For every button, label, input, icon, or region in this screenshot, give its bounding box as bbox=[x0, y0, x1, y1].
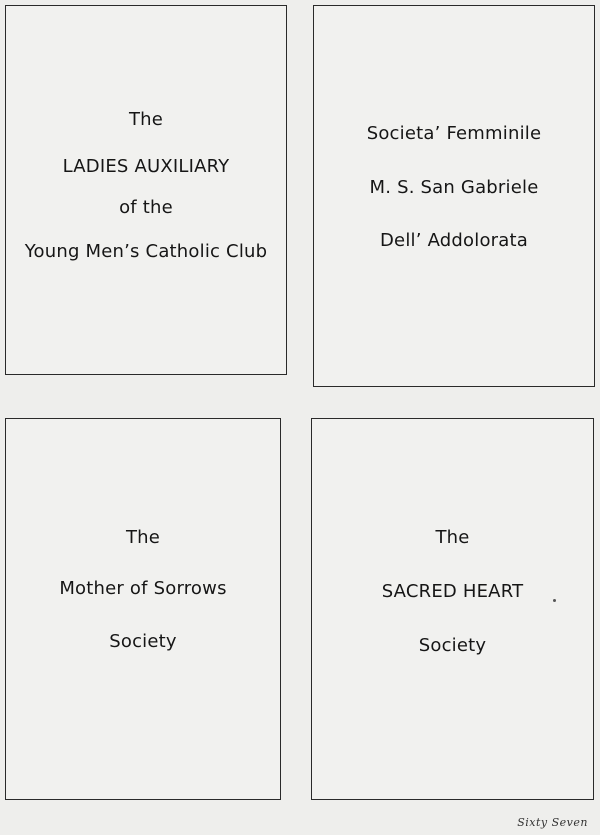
panel-line: Dell’ Addolorata bbox=[380, 230, 528, 251]
panel-ladies-auxiliary bbox=[5, 5, 287, 375]
panel-line: Mother of Sorrows bbox=[59, 578, 227, 599]
panel-societa-femminile bbox=[313, 5, 595, 387]
panel-line: Societa’ Femminile bbox=[366, 123, 542, 144]
panel-line: The bbox=[125, 527, 161, 548]
panel-line: Society bbox=[418, 635, 487, 656]
page-number: Sixty Seven bbox=[517, 816, 588, 829]
panel-line: M. S. San Gabriele bbox=[369, 177, 539, 198]
panel-line: The bbox=[435, 527, 470, 548]
panel-mother-of-sorrows bbox=[5, 418, 281, 800]
print-speck bbox=[553, 599, 556, 602]
panel-line: Society bbox=[109, 631, 177, 652]
panel-line: The bbox=[128, 109, 164, 130]
panel-sacred-heart bbox=[311, 418, 594, 800]
panel-line: Young Men’s Catholic Club bbox=[24, 241, 268, 262]
panel-line: SACRED HEART bbox=[381, 581, 524, 602]
panel-line: LADIES AUXILIARY bbox=[62, 156, 230, 177]
panel-line: of the bbox=[119, 197, 173, 218]
